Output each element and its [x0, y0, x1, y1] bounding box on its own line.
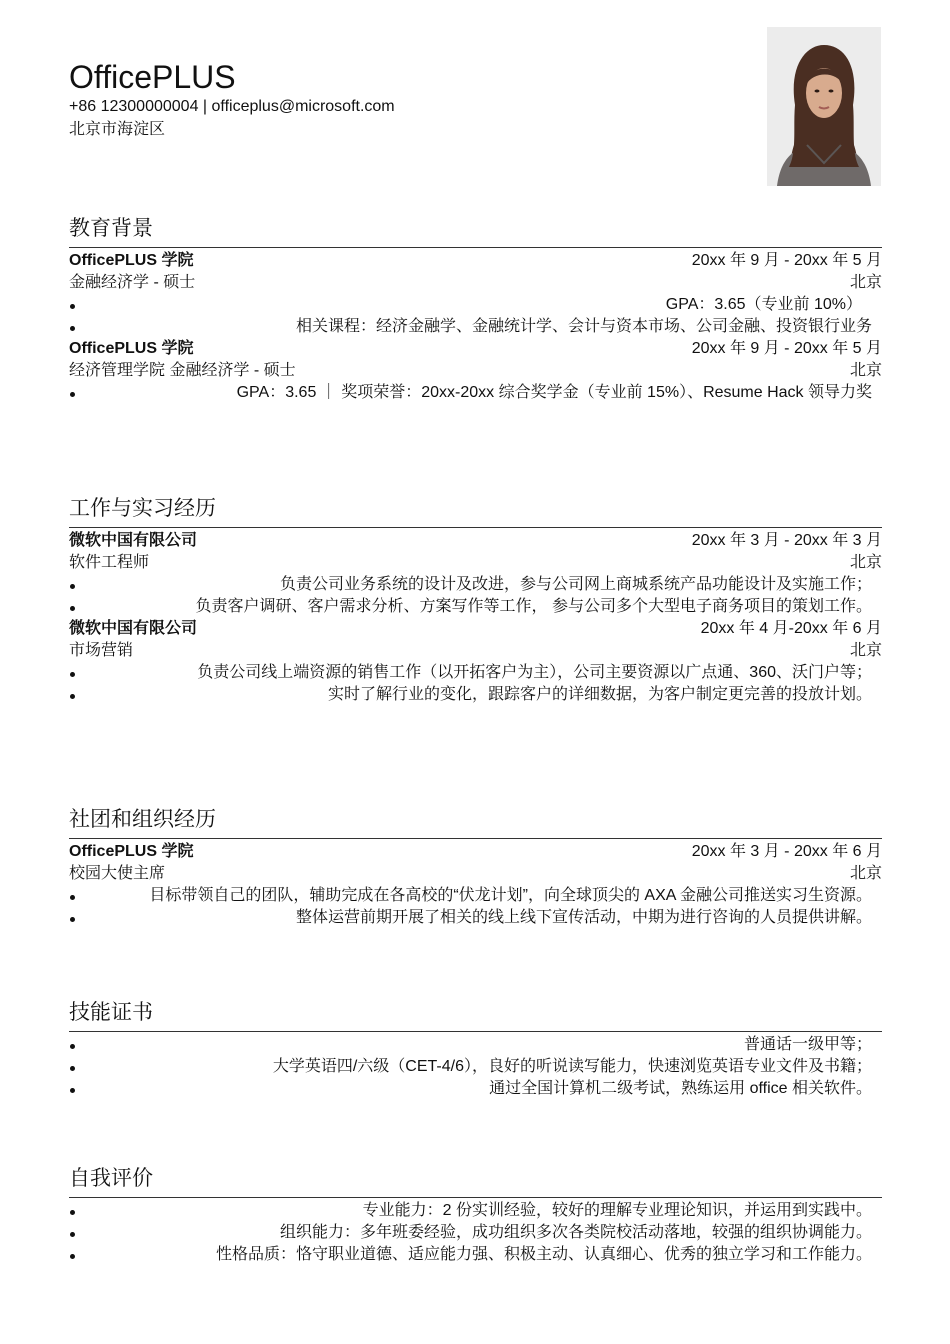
- entry-role: 经济管理学院 金融经济学 - 硕士: [69, 362, 296, 379]
- profile-photo: [767, 27, 881, 186]
- entry-org: OfficePLUS 学院: [69, 252, 194, 269]
- entry-subheader: [69, 863, 882, 885]
- bullet-icon: [69, 907, 89, 929]
- list-item: GPA：3.65（专业前 10%）: [69, 294, 882, 316]
- portrait-icon: [767, 27, 881, 186]
- entry-location: 北京: [849, 642, 882, 659]
- entry-role: 金融经济学 - 硕士: [69, 274, 196, 291]
- entry-date: 20xx 年 3 月 - 20xx 年 6 月: [691, 843, 882, 860]
- bullet-icon: [69, 294, 89, 316]
- bullet-icon: [69, 1056, 89, 1078]
- section-work: [69, 495, 882, 706]
- bullet-icon: [69, 684, 89, 706]
- entry-header: [69, 618, 882, 640]
- list-item: 负责公司业务系统的设计及改进，参与公司网上商城系统产品功能设计及实施工作；: [69, 574, 882, 596]
- entry-subheader: [69, 360, 882, 382]
- list-item: 整体运营前期开展了相关的线上线下宣传活动，中期为进行咨询的人员提供讲解。: [69, 907, 882, 929]
- list-item: 负责公司线上端资源的销售工作（以开拓客户为主），公司主要资源以广点通、360、沃门户等；: [69, 662, 882, 684]
- section-title: 技能证书: [69, 1001, 153, 1024]
- section-skills: [69, 999, 882, 1100]
- entry-org: 微软中国有限公司: [69, 532, 198, 549]
- section-divider: [69, 247, 882, 248]
- entry-header: [69, 530, 882, 552]
- entry-date: 20xx 年 9 月 - 20xx 年 5 月: [691, 340, 882, 357]
- list-item: 相关课程：经济金融学、金融统计学、会计与资本市场、公司金融、投资银行业务: [69, 316, 882, 338]
- bullet-icon: [69, 1034, 89, 1056]
- entry-header: [69, 250, 882, 272]
- bullet-icon: [69, 316, 89, 338]
- entry-location: 北京: [849, 274, 882, 291]
- bullet-icon: [69, 382, 89, 404]
- entry-org: OfficePLUS 学院: [69, 340, 194, 357]
- section-divider: [69, 1197, 882, 1198]
- list-item: 组织能力：多年班委经验，成功组织多次各类院校活动落地，较强的组织协调能力。: [69, 1222, 882, 1244]
- entry-date: 20xx 年 3 月 - 20xx 年 3 月: [691, 532, 882, 549]
- entry-subheader: [69, 552, 882, 574]
- section-title: 社团和组织经历: [69, 808, 216, 831]
- entry-subheader: [69, 272, 882, 294]
- section-self-evaluation: [69, 1165, 882, 1266]
- list-item: 普通话一级甲等；: [69, 1034, 882, 1056]
- section-title: 自我评价: [69, 1167, 153, 1190]
- bullet-icon: [69, 662, 89, 684]
- entry-role: 校园大使主席: [69, 865, 166, 882]
- bullet-icon: [69, 596, 89, 618]
- bullet-icon: [69, 574, 89, 596]
- section-title: 工作与实习经历: [69, 497, 216, 520]
- section-divider: [69, 838, 882, 839]
- bullet-icon: [69, 1078, 89, 1100]
- bullet-icon: [69, 1200, 89, 1222]
- entry-role: 软件工程师: [69, 554, 150, 571]
- list-item: 实时了解行业的变化，跟踪客户的详细数据，为客户制定更完善的投放计划。: [69, 684, 882, 706]
- entry-role: 市场营销: [69, 642, 134, 659]
- section-divider: [69, 527, 882, 528]
- entry-location: 北京: [849, 865, 882, 882]
- entry-org: OfficePLUS 学院: [69, 843, 194, 860]
- bullet-icon: [69, 1244, 89, 1266]
- entry-subheader: [69, 640, 882, 662]
- list-item: 专业能力：2 份实训经验，较好的理解专业理论知识，并运用到实践中。: [69, 1200, 882, 1222]
- bullet-icon: [69, 885, 89, 907]
- list-item: 性格品质：恪守职业道德、适应能力强、积极主动、认真细心、优秀的独立学习和工作能力。: [69, 1244, 882, 1266]
- entry-location: 北京: [849, 362, 882, 379]
- bullet-icon: [69, 1222, 89, 1244]
- entry-header: [69, 338, 882, 360]
- section-education: [69, 215, 882, 404]
- section-title: 教育背景: [69, 217, 153, 240]
- section-club: [69, 806, 882, 929]
- section-divider: [69, 1031, 882, 1032]
- address-line: 北京市海淀区: [69, 121, 166, 138]
- list-item: GPA：3.65 ｜ 奖项荣誉：20xx-20xx 综合奖学金（专业前 15%）、Resume Hack 领导力奖: [69, 382, 882, 404]
- entry-location: 北京: [849, 554, 882, 571]
- entry-org: 微软中国有限公司: [69, 620, 198, 637]
- entry-header: [69, 841, 882, 863]
- candidate-name: OfficePLUS: [69, 59, 236, 95]
- list-item: 目标带领自己的团队，辅助完成在各高校的“伏龙计划”，向全球顶尖的 AXA 金融公司推送实习生资源。: [69, 885, 882, 907]
- list-item: 通过全国计算机二级考试，熟练运用 office 相关软件。: [69, 1078, 882, 1100]
- entry-date: 20xx 年 4 月-20xx 年 6 月: [700, 620, 882, 637]
- contact-line: +86 12300000004 | officeplus@microsoft.com: [69, 98, 395, 115]
- list-item: 负责客户调研、客户需求分析、方案写作等工作， 参与公司多个大型电子商务项目的策划工作。: [69, 596, 882, 618]
- entry-date: 20xx 年 9 月 - 20xx 年 5 月: [691, 252, 882, 269]
- list-item: 大学英语四/六级（CET-4/6），良好的听说读写能力，快速浏览英语专业文件及书籍；: [69, 1056, 882, 1078]
